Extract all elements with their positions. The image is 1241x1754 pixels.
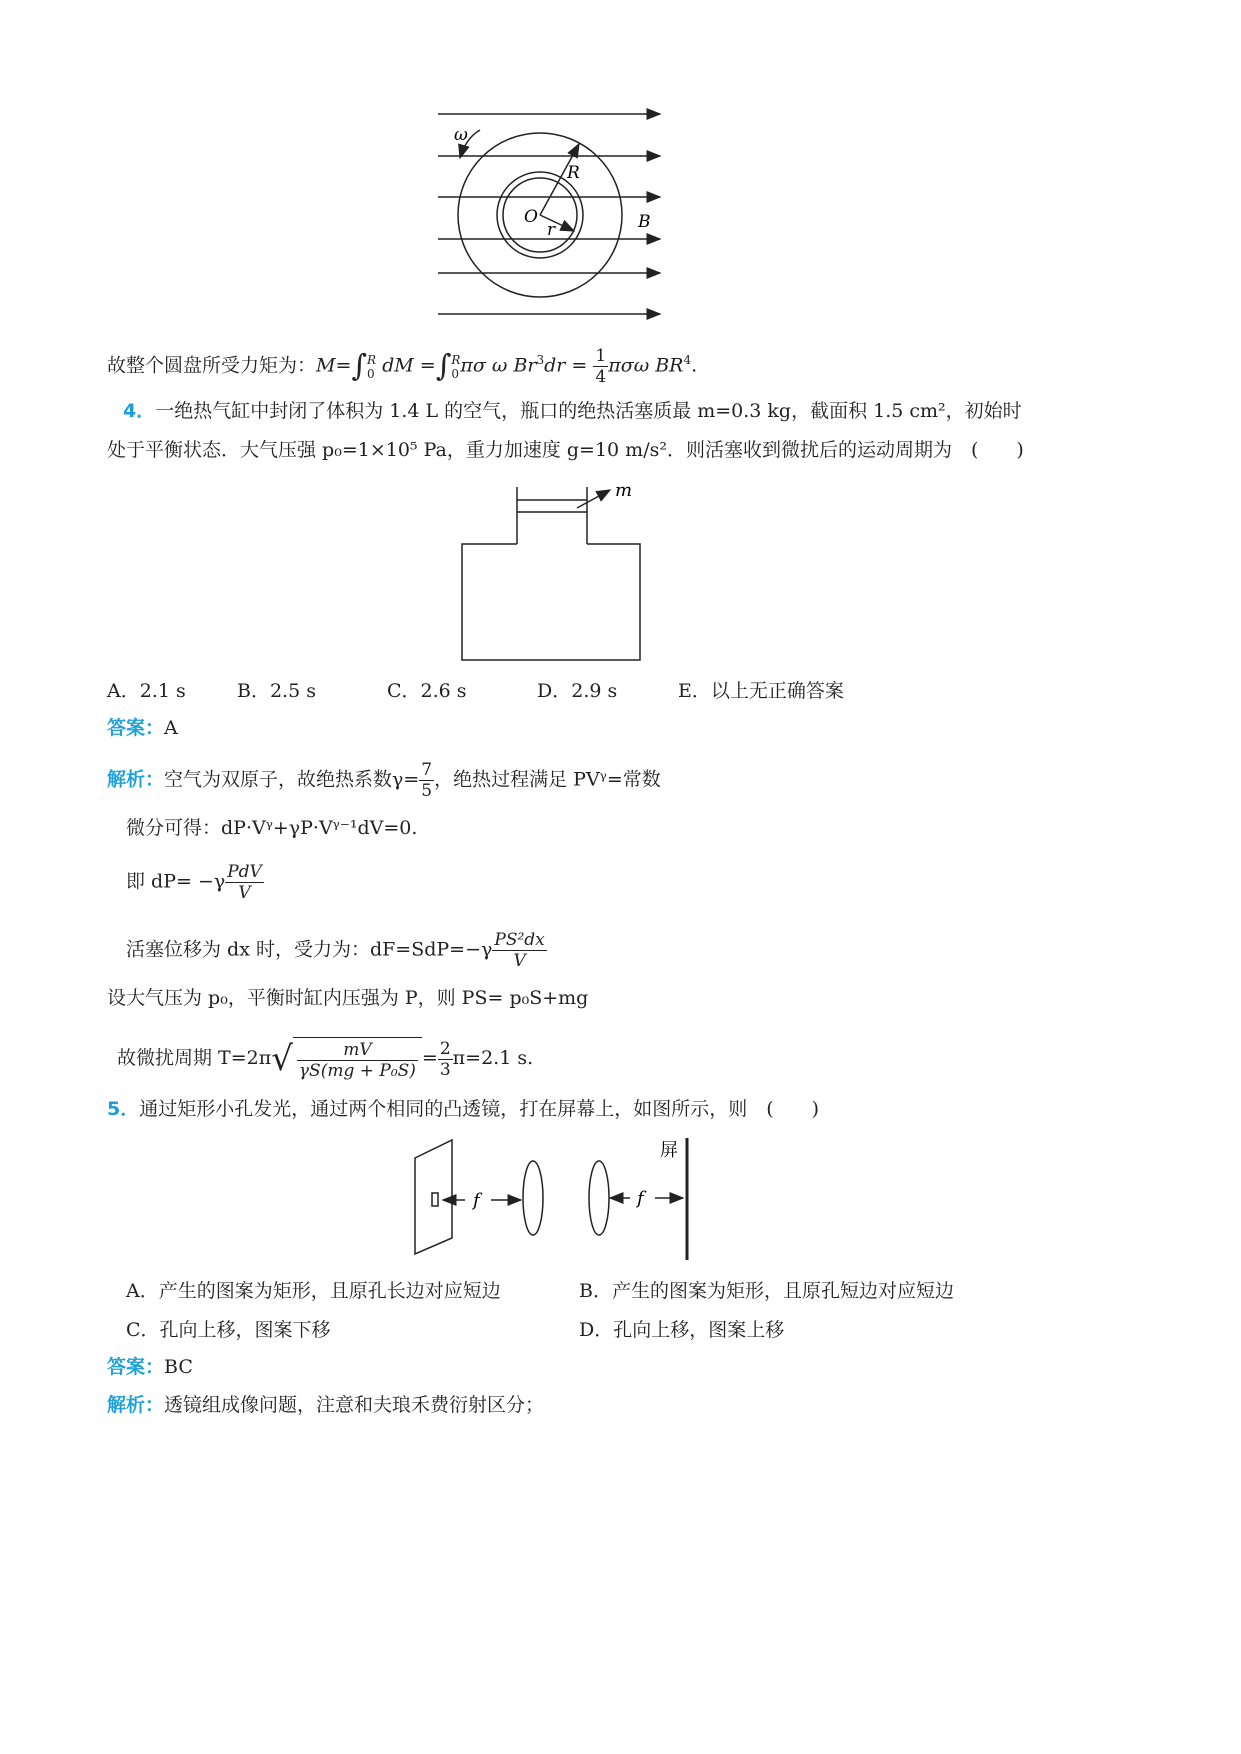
piston-m-label: m [615,482,633,501]
q4-number: 4． [123,400,156,422]
q5-analysis-text: 透镜组成像问题，注意和夫琅禾费衍射区分； [164,1394,545,1416]
q4-option-b: B．2.5 s [237,680,316,702]
q4-a4-prefix: 活塞位移为 dx 时，受力为：dF=SdP=−γ [126,938,493,961]
q4-analysis-label: 解析： [107,768,165,791]
q5-option-b: B．产生的图案为矩形，且原孔短边对应短边 [579,1280,954,1302]
q5-answer-label: 答案： [107,1356,165,1378]
omega-label: ω [454,125,468,145]
q4-text1: 一绝热气缸中封闭了体积为 1.4 L 的空气，瓶口的绝热活塞质最 m=0.3 kg，截面积 1.5 cm²，初始时 [155,400,1022,422]
q4-answer-label: 答案： [107,717,165,739]
int1-upper: R [367,352,377,367]
radius-r-label: r [547,220,556,240]
torque-eq3: = [565,354,588,377]
torque-integrand: πσ ω Br [460,354,537,377]
cylinder-figure [455,482,655,667]
two-thirds-fraction: $\frac{2}{3}$ [439,1038,451,1080]
q5-option-a: A．产生的图案为矩形，且原孔长边对应短边 [126,1280,501,1302]
q4-a1-text: 空气为双原子，故绝热系数γ= [164,768,420,791]
q4-a6-eq: = [421,1047,438,1069]
q4-a2: 微分可得：dP·Vᵞ+γP·Vᵞ⁻¹dV=0. [126,817,418,839]
q4-option-d: D．2.9 s [537,680,618,702]
q5-analysis [107,1392,544,1418]
q5-answer [107,1354,193,1380]
torque-dM: dM [382,354,414,377]
q4-a3-prefix: 即 dP= −γ [126,870,226,893]
power-4: 4 [683,353,692,368]
torque-eq: = [335,354,352,377]
q4-a5: 设大气压为 p₀，平衡时缸内压强为 P，则 PS= p₀S+mg [107,987,589,1009]
lens-figure [405,1130,705,1265]
torque-eq2: = [413,354,436,377]
q4-a1-rest: ，绝热过程满足 PVᵞ=常数 [434,768,661,791]
q4-option-a: A．2.1 s [107,680,186,702]
field-B-label: B [638,212,651,232]
q4-analysis-1 [107,760,661,801]
q4-answer [107,715,178,741]
q4-analysis-5 [107,985,588,1011]
fraction-quarter: $\frac{1}{4}$ [595,346,607,387]
torque-result: πσω BR [608,354,684,377]
q4-option-c: C．2.6 s [387,680,467,702]
q4-option-e: E．以上无正确答案 [678,680,844,702]
q4-analysis-6: 故微扰周期 T=2π√ $\frac{mV}{\text{γS(mg + P₀S)}}$ = $\frac{2}{3}$ π=2.1 s. [117,1038,534,1081]
q4-analysis-3 [126,862,264,903]
q5-text [107,1096,819,1122]
q5-analysis-label: 解析： [107,1394,165,1416]
int2-upper: R [451,352,461,367]
q4-text-line2 [107,437,1024,463]
torque-prefix: 故整个圆盘所受力矩为： [107,354,317,377]
q4-a6-prefix: 故微扰周期 T=2π [117,1047,272,1069]
q4-a6-rest: π=2.1 s. [452,1047,534,1069]
q4-text2: 处于平衡状态．大气压强 p₀=1×10⁵ Pa，重力加速度 g=10 m/s²．则活塞收到微扰后的运动周期为 ( ) [107,439,1024,461]
torque-end: . [691,354,698,377]
q4-text-line1 [123,398,1022,424]
q5-option-c: C．孔向上移，图案下移 [126,1319,331,1341]
q5-number: 5． [107,1098,140,1120]
q5-answer-value: BC [164,1356,193,1378]
int2-lower: 0 [451,366,460,381]
q5-option-d: D．孔向上移，图案上移 [579,1319,785,1341]
torque-M: M [316,354,336,377]
f-label-left: f [473,1190,480,1211]
torque-dr: dr [544,354,566,377]
int1-lower: 0 [367,366,375,381]
force-fraction: $\frac{\text{PS²dx}}{V}$ [494,930,545,971]
screen-label: 屏 [660,1140,678,1161]
period-fraction: $\frac{mV}{\text{γS(mg + P₀S)}}$ [298,1040,416,1081]
q4-analysis-2 [126,815,417,841]
gamma-fraction: $\frac{7}{5}$ [421,760,433,801]
dp-fraction: $\frac{\text{PdV}}{V}$ [227,862,262,903]
q4-analysis-4 [126,930,547,971]
center-O-label: O [524,207,538,227]
disk-field-figure [430,100,680,330]
power-3: 3 [536,353,545,368]
f-label-right: f [637,1188,644,1209]
q4-answer-value: A [164,717,178,739]
q5-text-body: 通过矩形小孔发光，通过两个相同的凸透镜，打在屏幕上，如图所示，则 ( ) [139,1098,820,1120]
radius-R-label: R [567,163,580,183]
torque-equation: 故整个圆盘所受力矩为：M=∫ R 0 dM =∫ R 0 πσ ω $Br^3dr$ = $\frac{1}{4}$ πσω $BR^4$. [107,346,698,387]
